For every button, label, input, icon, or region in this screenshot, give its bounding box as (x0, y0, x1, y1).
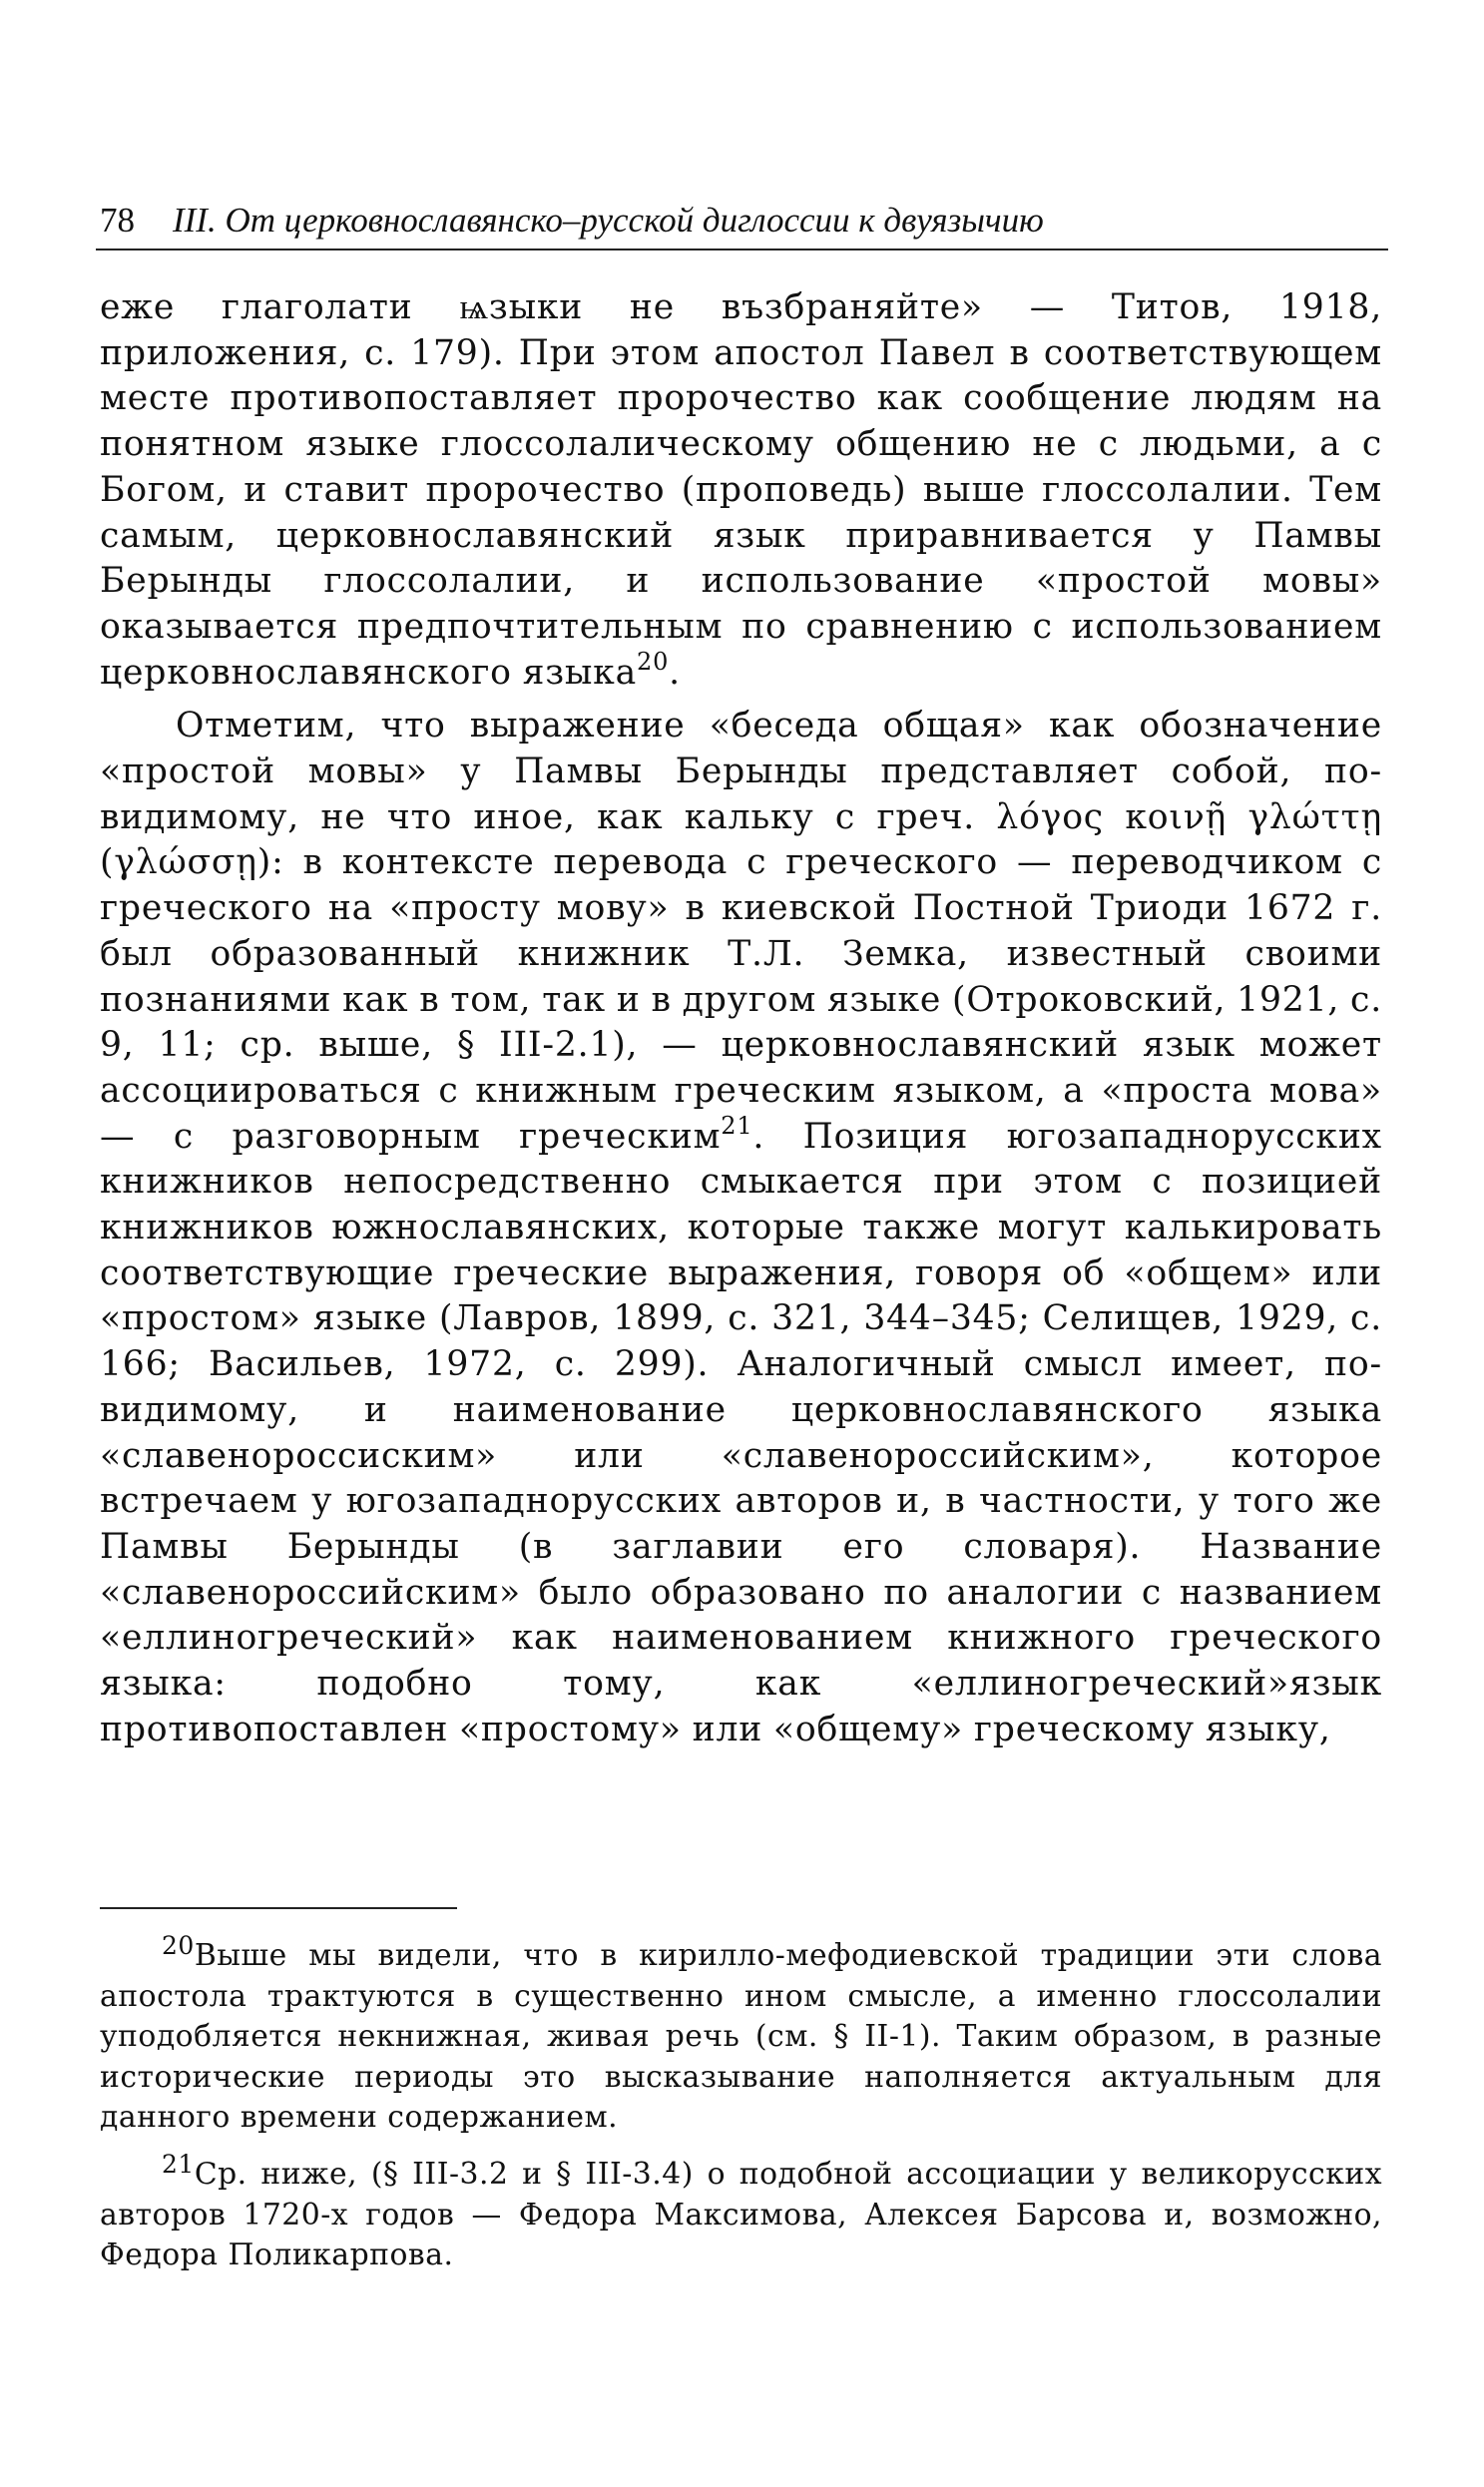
header-rule (96, 249, 1388, 250)
footnotes (100, 1931, 1382, 2292)
footnote-ref-21[interactable]: 21 (721, 1111, 753, 1140)
main-text (100, 285, 1382, 1753)
paragraph-2 (100, 704, 1382, 1752)
footnote-20 (100, 1931, 1382, 2139)
footnote-ref-20[interactable]: 20 (637, 647, 670, 676)
footnote-21 (100, 2149, 1382, 2276)
footnote-21-text: Ср. ниже, (§ III-3.2 и § III-3.4) о подобной ассоциации у великорусских авторов 1720-х годов — Федора Максимова, Алексея Барсова и, возможно, Федора Поликарпова. (100, 2156, 1382, 2273)
page-number: 78 (100, 201, 135, 240)
paragraph-1-tail: . (669, 652, 681, 693)
footnote-number-21: 21 (162, 2149, 195, 2179)
paragraph-1-text: еже глаголати ѩзыки не възбраняйте» — Титов, 1918, приложения, с. 179). При этом апостол Павел в соответствующем месте противопоставляет пророчество как сообщение людям на понятном языке глоссолалическому общению не с людьми, а с Богом, и ставит пророчество (проповедь) выше глоссолалии. Тем самым, церковнославянский язык приравнивается у Памвы Берынды глоссолалии, и использование «простой мовы» оказывается предпочтительным по сравнению с использованием церковнославянского языка (100, 287, 1382, 693)
paragraph-2-text-b: . Позиция югозападнорусских книжников непосредственно смыкается при этом с позицией книжников южнославянских, которые также могут калькировать соответствующие греческие выражения, говоря об «общем» или «простом» языке (Лавров, 1899, с. 321, 344–345; Селищев, 1929, с. 166; Васильев, 1972, с. 299). Аналогичный смысл имеет, по-видимому, и наименование церковнославянского языка «славенороссиским» или «славенороссийским», которое встречаем у югозападнорусских авторов и, в частности, у того же Памвы Берынды (в заглавии его словаря). Название «славенороссийским» было образовано по аналогии с названием «еллиногреческий» как наименованием книжного греческого языка: подобно тому, как «еллиногреческий»язык противопоставлен «простому» или «общему» греческому языку, (100, 1116, 1382, 1749)
paragraph-1 (100, 285, 1382, 696)
footnote-number-20: 20 (162, 1931, 195, 1960)
footnote-20-text: Выше мы видели, что в кирилло-мефодиевской традиции эти слова апостола трактуются в существенно ином смысле, а именно глоссолалии уподобляется некнижная, живая речь (см. § II-1). Таким образом, в разные исторические периоды это высказывание наполняется актуальным для данного времени содержанием. (100, 1938, 1382, 2136)
paragraph-2-text-a: Отметим, что выражение «беседа общая» как обозначение «простой мовы» у Памвы Берынды представляет собой, по-видимому, не что иное, как кальку с греч. λόγος κοινῇ γλώττῃ (γλώσσῃ): в контексте перевода с греческого — переводчиком с греческого на «просту мову» в киевской Постной Триоди 1672 г. был образованный книжник Т.Л. Земка, известный своими познаниями как в том, так и в другом языке (Отроковский, 1921, с. 9, 11; ср. выше, § III-2.1), — церковнославянский язык может ассоциироваться с книжным греческим языком, а «проста мова» — с разговорным греческим (100, 706, 1382, 1157)
page-header (100, 198, 1382, 244)
footnote-rule (100, 1907, 457, 1909)
running-title: III. От церковнославянско–русской диглоссии к двуязычию (173, 201, 1044, 240)
